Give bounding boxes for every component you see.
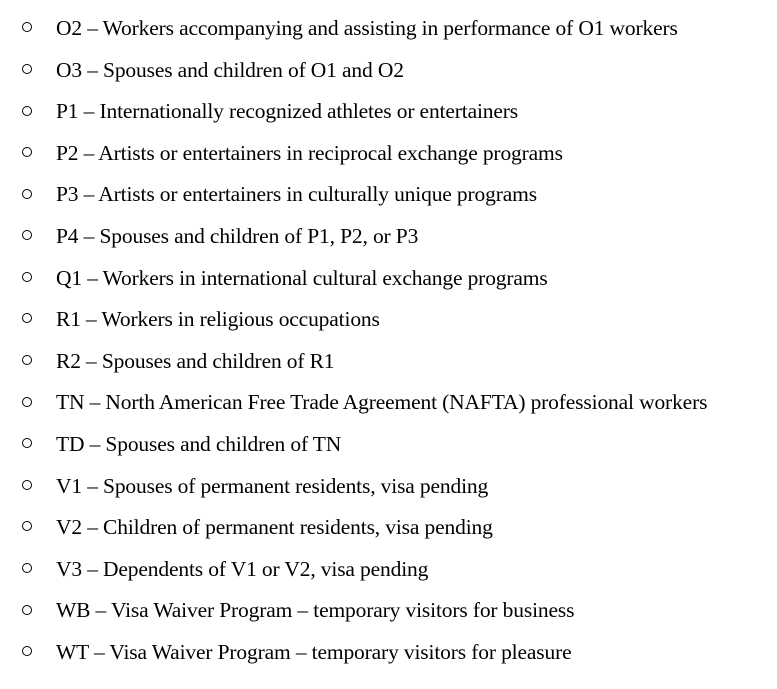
hollow-circle-bullet-icon (22, 424, 32, 466)
hollow-circle-bullet-icon (22, 299, 32, 341)
hollow-circle-bullet-icon (22, 632, 32, 674)
hollow-circle-bullet-icon (22, 549, 32, 591)
list-item (0, 507, 777, 549)
hollow-circle-bullet-icon (22, 216, 32, 258)
list-item-text: WT – Visa Waiver Program – temporary visitors for pleasure (56, 639, 572, 664)
list-item-text: O3 – Spouses and children of O1 and O2 (56, 57, 404, 82)
list-item-text: P4 – Spouses and children of P1, P2, or P3 (56, 223, 419, 248)
list-item-text: P1 – Internationally recognized athletes or entertainers (56, 99, 519, 124)
list-item-text: R1 – Workers in religious occupations (56, 307, 380, 332)
hollow-circle-bullet-icon (22, 466, 32, 508)
list-item-text: V1 – Spouses of permanent residents, visa pending (56, 473, 489, 498)
list-item-text: P2 – Artists or entertainers in reciprocal exchange programs (56, 140, 563, 165)
hollow-circle-bullet-icon (22, 507, 32, 549)
list-item (0, 258, 777, 300)
list-item (0, 382, 777, 424)
list-item-text: V3 – Dependents of V1 or V2, visa pending (56, 556, 429, 581)
list-item (0, 8, 777, 50)
hollow-circle-bullet-icon (22, 174, 32, 216)
list-item-text: TN – North American Free Trade Agreement (NAFTA) professional workers (56, 390, 708, 415)
list-item (0, 424, 777, 466)
visa-category-list (0, 8, 777, 674)
list-item (0, 133, 777, 175)
list-item-text: P3 – Artists or entertainers in culturally unique programs (56, 182, 537, 207)
list-item (0, 50, 777, 92)
list-item (0, 341, 777, 383)
list-item-text: TD – Spouses and children of TN (56, 431, 342, 456)
list-item (0, 632, 777, 674)
list-item (0, 466, 777, 508)
list-item-text: O2 – Workers accompanying and assisting in performance of O1 workers (56, 16, 678, 40)
list-item (0, 299, 777, 341)
hollow-circle-bullet-icon (22, 341, 32, 383)
list-item (0, 91, 777, 133)
list-item (0, 216, 777, 258)
list-item (0, 174, 777, 216)
hollow-circle-bullet-icon (22, 91, 32, 133)
hollow-circle-bullet-icon (22, 133, 32, 175)
hollow-circle-bullet-icon (22, 382, 32, 424)
list-item-text: R2 – Spouses and children of R1 (56, 348, 335, 373)
hollow-circle-bullet-icon (22, 8, 32, 50)
list-item-text: V2 – Children of permanent residents, visa pending (56, 515, 493, 540)
hollow-circle-bullet-icon (22, 590, 32, 632)
list-item-text: WB – Visa Waiver Program – temporary visitors for business (56, 598, 575, 623)
list-item (0, 590, 777, 632)
list-item-text: Q1 – Workers in international cultural exchange programs (56, 265, 548, 290)
hollow-circle-bullet-icon (22, 50, 32, 92)
hollow-circle-bullet-icon (22, 258, 32, 300)
list-item (0, 549, 777, 591)
